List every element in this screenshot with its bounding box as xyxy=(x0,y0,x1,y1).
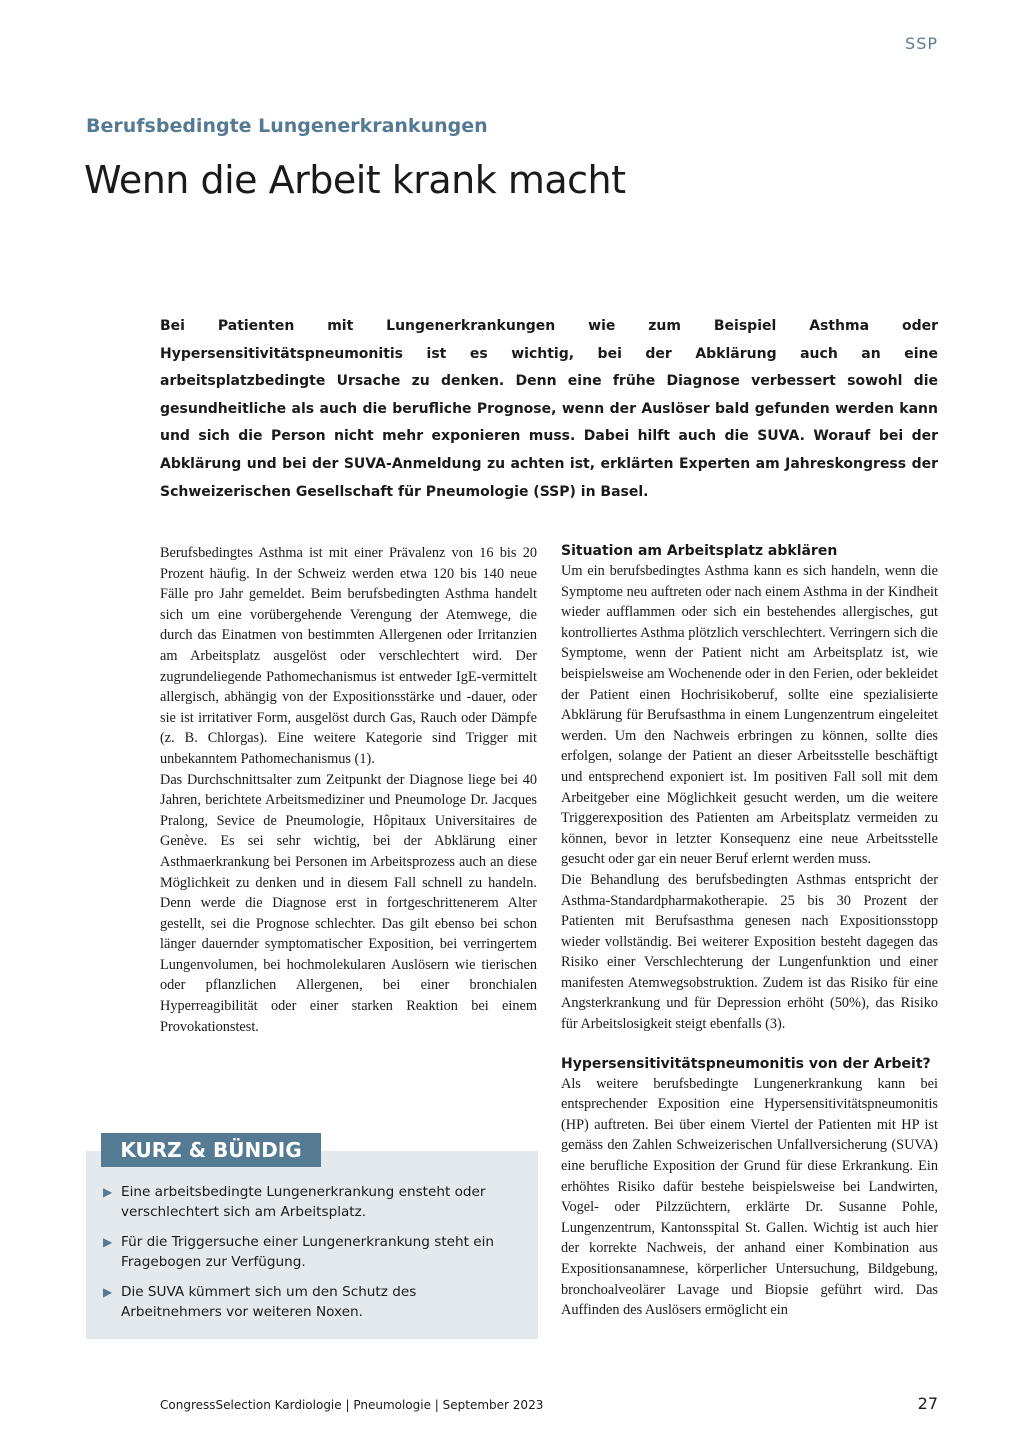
page-number: 27 xyxy=(917,1394,938,1413)
summary-item xyxy=(103,1282,518,1322)
summary-item xyxy=(103,1232,518,1272)
triangle-right-icon: ▶ xyxy=(103,1235,113,1249)
footer-publication: CongressSelection Kardiologie | Pneumologie | September 2023 xyxy=(160,1398,544,1412)
article-headline: Wenn die Arbeit krank macht xyxy=(84,158,626,202)
body-paragraph: Das Durchschnittsalter zum Zeitpunkt der Diagnose liege bei 40 Jahren, berichtete Arbeitsmediziner und Pneumologe Dr. Jacques Pralong, Sevice de Pneumologie, Hôpitaux Universitaires de Genève. Es sei sehr wichtig, bei der Abklärung einer Asthmaerkrankung bei Personen im Arbeitsprozess auch an diese Möglichkeit zu denken und in diesem Fall schnell zu handeln. Denn werde die Diagnose erst in fortgeschrittenerem Alter gestellt, sei die Prognose schlechter. Das gilt ebenso bei schon länger dauernder symptomatischer Exposition, bei verringertem Lungenvolumen, bei hochmolekularen Auslösern wie tierischen oder pflanzlichen Allergenen, bei einer bronchialen Hyperreagibilität oder einer starken Reaktion bei einem Provokationstest. xyxy=(160,771,537,1035)
body-paragraph: Die Behandlung des berufsbedingten Asthmas entspricht der Asthma-Standardpharmakotherapie. 25 bis 30 Prozent der Patienten mit Berufsasthma genesen nach Expositionsstopp wieder vollständig. Bei weiterer Exposition besteht dagegen das Risiko einer Verschlechterung der Lungenfunktion und einer manifesten Atemwegsobstruktion. Zudem ist das Risiko für eine Angsterkrankung und für Depression erhöht (50%), das Risiko für Arbeitslosigkeit steigt ebenfalls (3). xyxy=(561,871,938,1033)
article-kicker: Berufsbedingte Lungenerkrankungen xyxy=(86,115,488,137)
body-paragraph: Um ein berufsbedingtes Asthma kann es sich handeln, wenn die Symptome neu auftreten oder nach einem Asthma in der Kindheit wieder aufflammen oder sich ein bestehendes allergisches, gut kontrolliertes Asthma plötzlich verschlechtert. Verringern sich die Symptome, wenn der Patient nicht am Arbeitsplatz ist, wie beispielsweise am Wochenende oder in den Ferien, oder bekleidet der Patient einen Hochrisikoberuf, sollte eine spezialisierte Abklärung für Berufsasthma in einem Lungenzentrum eingeleitet werden. Um den Nachweis erbringen zu können, sollte dies erfolgen, solange der Patient an dieser Arbeitsstelle beschäftigt und entsprechend exponiert ist. Im positiven Fall soll mit dem Arbeitgeber eine Möglichkeit gesucht werden, um die weitere Triggerexposition des Patienten am Arbeitsplatz vermeiden zu können, bevor in letzter Konsequenz eine neue Arbeitsstelle gesucht oder gar ein neuer Beruf erlernt werden muss. xyxy=(561,563,938,868)
section-heading: Hypersensitivitätspneumonitis von der Arbeit? xyxy=(561,1055,931,1072)
summary-item xyxy=(103,1182,518,1222)
summary-list xyxy=(103,1182,518,1332)
right-column xyxy=(561,541,938,1321)
section-tag: SSP xyxy=(905,34,938,53)
triangle-right-icon: ▶ xyxy=(103,1185,113,1199)
left-column xyxy=(160,543,537,1037)
summary-item-text: Die SUVA kümmert sich um den Schutz des Arbeitnehmers vor weiteren Noxen. xyxy=(121,1284,417,1320)
triangle-right-icon: ▶ xyxy=(103,1285,113,1299)
summary-item-text: Für die Triggersuche einer Lungenerkrankung steht ein Fragebogen zur Verfügung. xyxy=(121,1234,495,1270)
body-paragraph: Berufsbedingtes Asthma ist mit einer Prävalenz von 16 bis 20 Prozent häufig. In der Schweiz werden etwa 120 bis 140 neue Fälle pro Jahr gemeldet. Beim berufsbedingten Asthma handelt sich um eine vorübergehende Verengung der Atemwege, die durch das Einatmen von bestimmten Allergenen oder Irritanzien am Arbeitsplatz ausgelöst oder verschlechtert wird. Der zugrundeliegende Pathomechanismus ist entweder IgE-vermittelt allergisch, abhängig von der Expositionsstärke und -dauer, oder sie ist irritativer Form, ausgelöst durch Gas, Rauch oder Dämpfe (z. B. Chlorgas). Eine weitere Kategorie sind Trigger mit unbekanntem Pathomechanismus (1). xyxy=(160,545,537,767)
summary-item-text: Eine arbeitsbedingte Lungenerkrankung ensteht oder verschlechtert sich am Arbeitsplatz. xyxy=(121,1184,486,1220)
summary-box-title: KURZ & BÜNDIG xyxy=(101,1133,321,1167)
section-heading: Situation am Arbeitsplatz abklären xyxy=(561,543,838,559)
body-paragraph: Als weitere berufsbedingte Lungenerkrankung kann bei entsprechender Exposition eine Hypersensitivitätspneumonitis (HP) auftreten. Bei über einem Viertel der Patienten mit HP ist gemäss den Zahlen Schweizerischen Unfallversicherung (SUVA) eine berufliche Exposition der Grund für diese Erkrankung. Ein erhöhtes Risiko dafür bestehe beispielsweise bei Landwirten, Vogel- oder Pilzzüchtern, erklärte Dr. Susanne Pohle, Lungenzentrum, Kantonsspital St. Gallen. Wichtig ist auch hier der korrekte Nachweis, der anhand einer Kombination aus Expositionsanamnese, körperlicher Untersuchung, Bildgebung, bronchoalveolärer Lavage und Biopsie geführt wird. Das Auffinden des Auslösers ermöglicht ein xyxy=(561,1075,938,1319)
lead-paragraph: Bei Patienten mit Lungenerkrankungen wie zum Beispiel Asthma oder Hypersensitivitätspneumonitis ist es wichtig, bei der Abklärung auch an eine arbeitsplatzbedingte Ursache zu denken. Denn eine frühe Diagnose verbessert sowohl die gesundheitliche als auch die berufliche Prognose, wenn der Auslöser bald gefunden werden kann und sich die Person nicht mehr exponieren muss. Dabei hilft auch die SUVA. Worauf bei der Abklärung und bei der SUVA-Anmeldung zu achten ist, erklärten Experten am Jahreskongress der Schweizerischen Gesellschaft für Pneumologie (SSP) in Basel. xyxy=(160,318,938,500)
